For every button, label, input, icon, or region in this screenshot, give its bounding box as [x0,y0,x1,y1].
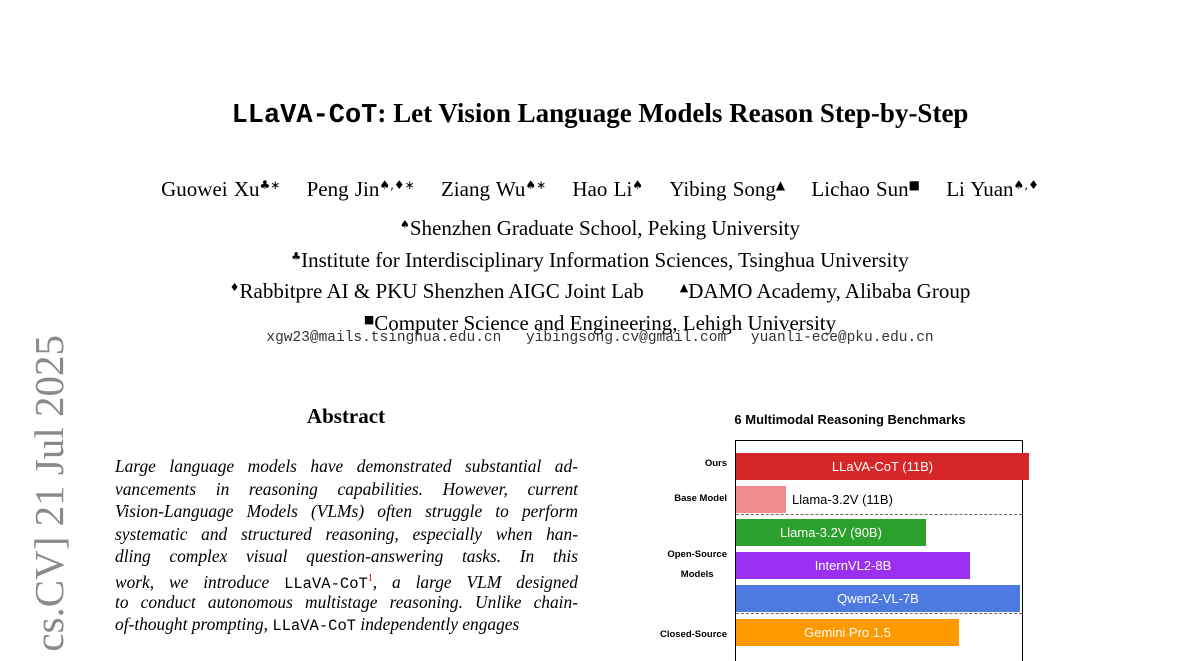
bar-label: Llama-3.2V (11B) [792,492,893,507]
group-label-closed: Closed-Source [659,629,727,640]
abstract-line: to conduct autonomous multistage reasoning. Unlike chain- [115,591,578,612]
group-label-base: Base Model [674,493,727,504]
paper-title [0,98,1200,131]
abstract-line: of-thought prompting, LLaVA-CoT independently engages [115,614,520,636]
title-text: : Let Vision Language Models Reason Step-by-Step [377,98,969,128]
abstract-heading: Abstract [306,404,386,428]
author: Ziang Wu♠∗ [440,177,547,201]
author: Lichao Sun■ [811,177,920,201]
email[interactable]: xgw23@mails.tsinghua.edu.cn [266,330,502,346]
arxiv-stamp [24,335,74,655]
group-label-open: Open-Source Models [667,549,727,580]
affiliations [0,211,1200,337]
author: Li Yuan♠,♦ [946,177,1039,201]
abstract-line: Large language models have demonstrated substantial ad- [115,456,578,476]
group-label-ours: Ours [704,458,727,469]
abstract-line: dling complex visual question-answering tasks. In this [115,546,578,567]
figure-title: 6 Multimodal Reasoning Benchmarks [734,412,966,427]
abstract-body [115,455,578,636]
author: Hao Li♠ [572,177,644,201]
abstract-line: Vision-Language Models (VLMs) often struggle to perform [115,501,578,522]
arxiv-stamp-text: cs.CV] 21 Jul 2025 [26,335,72,652]
bar [736,486,786,513]
author: Guowei Xu♣∗ [161,177,281,201]
bar-label: LLaVA-CoT (11B) [831,459,934,474]
author: Peng Jin♠,♦∗ [306,177,415,201]
author-list [0,177,1200,202]
bar-label: Llama-3.2V (90B) [780,525,882,540]
email-list [0,330,1200,346]
email[interactable]: yuanli-ece@pku.edu.cn [750,330,934,346]
author: Yibing Song▲ [669,177,786,201]
footnote-link[interactable]: 1 [367,572,373,584]
affiliation: ■Computer Science and Engineering, Lehigh University [363,310,837,335]
bar-label: InternVL2-8B [814,558,892,573]
group-separator [736,514,1022,515]
affiliation: ♦Rabbitpre AI & PKU Shenzhen AIGC Joint Lab ▲DAMO Academy, Alibaba Group [229,279,971,303]
bar-label: Gemini Pro 1.5 [804,625,891,640]
affiliation: ♠Shenzhen Graduate School, Peking University [399,216,801,240]
benchmark-figure [640,405,1060,648]
abstract-line: work, we introduce LLaVA-CoT$^1$, a large VLM designed [115,571,578,593]
abstract-line: systematic and structured reasoning, especially when han- [115,523,578,544]
affiliation: ♣Institute for Interdisciplinary Information Sciences, Tsinghua University [291,247,909,272]
abstract-line: vancements in reasoning capabilities. However, current [115,478,578,499]
bar-label: Qwen2-VL-7B [837,591,919,606]
group-separator [736,613,1022,614]
email[interactable]: yibingsong.cv@gmail.com [526,330,727,346]
bar-plot [735,440,1023,661]
title-model-name: LLaVA-CoT [231,101,378,131]
